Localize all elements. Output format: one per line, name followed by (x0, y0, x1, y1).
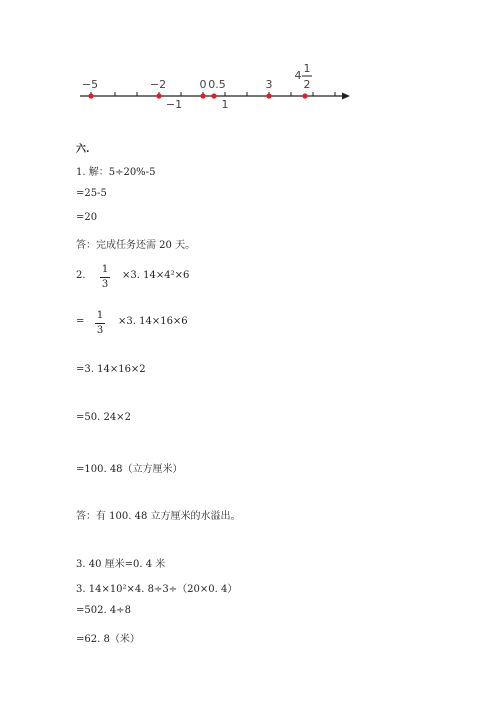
fraction-numerator: 1 (96, 310, 104, 321)
solution-line-6-suffix: ×3. 14×16×6 (118, 316, 188, 327)
point-0-5 (211, 93, 216, 98)
fraction-denominator: 3 (101, 279, 109, 290)
label-0-5: 0.5 (208, 78, 226, 91)
solution-line-5-suffix: ×3. 14×4²×6 (122, 270, 190, 281)
fraction-numerator: 1 (101, 264, 109, 275)
solution-line-5-prefix: 2. (76, 270, 86, 281)
label-4-den: 2 (303, 78, 311, 91)
fraction-denominator: 3 (96, 325, 104, 336)
label-minus-2: −2 (149, 78, 167, 91)
point-4-half (302, 93, 307, 98)
label-4-whole: 4 (294, 69, 302, 82)
solution-line-8: =50. 24×2 (76, 412, 131, 423)
solution-line-14: =62. 8（米） (76, 634, 140, 645)
solution-line-2: =25-5 (76, 188, 107, 199)
label-4-num: 1 (303, 62, 311, 75)
solution-line-1: 1. 解：5÷20%-5 (76, 167, 156, 178)
solution-line-7: =3. 14×16×2 (76, 364, 146, 375)
label-minus-5: −5 (81, 78, 99, 91)
fraction-one-third-a (100, 264, 110, 291)
answer-line-2: 答：有 100. 48 立方厘米的水溢出。 (76, 511, 241, 522)
label-3: 3 (265, 78, 273, 91)
point-3 (266, 93, 271, 98)
label-minus-1: −1 (165, 98, 183, 111)
fraction-bar (100, 277, 110, 278)
solution-line-11: 3. 40 厘米=0. 4 米 (76, 559, 166, 570)
point-minus-5 (88, 93, 93, 98)
solution-line-3: =20 (76, 212, 98, 223)
solution-line-13: =502. 4÷8 (76, 605, 131, 616)
fraction-one-third-b (95, 310, 105, 337)
fraction-bar (95, 323, 105, 324)
section-title: 六. (76, 144, 90, 155)
point-0 (200, 93, 205, 98)
label-0: 0 (199, 78, 207, 91)
number-line (0, 55, 500, 115)
solution-line-9: =100. 48（立方厘米） (76, 464, 183, 475)
solution-line-6-prefix: = (76, 316, 85, 327)
number-line-arrow (342, 93, 350, 100)
label-1: 1 (221, 98, 229, 111)
solution-line-12: 3. 14×10²×4. 8÷3÷（20×0. 4） (76, 584, 238, 595)
point-minus-2 (156, 93, 161, 98)
answer-line-1: 答：完成任务还需 20 天。 (76, 240, 196, 251)
